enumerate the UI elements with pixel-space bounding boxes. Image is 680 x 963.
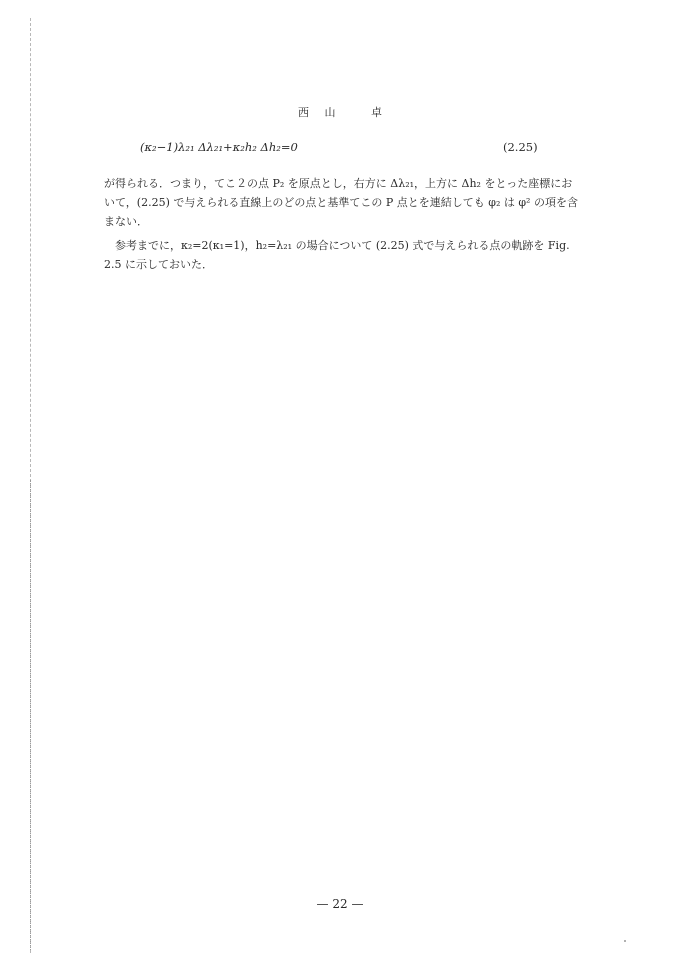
paragraph-1: が得られる．つまり，てこ２の点 P₂ を原点とし，右方に Δλ₂₁，上方に Δh₂ をとった座標において，(2.25) で与えられる直線上のどの点と基準てこの P 点とを連結しても φ₂ は φ² の項を含まない． — [104, 177, 578, 228]
scan-speck — [624, 940, 626, 942]
paragraph-2: 参考までに，κ₂=2(κ₁=1)，h₂=λ₂₁ の場合について (2.25) 式で与えられる点の軌跡を Fig. 2.5 に示しておいた． — [104, 239, 570, 271]
author-family-name: 西 山 — [298, 106, 342, 119]
equation-number: (2.25) — [503, 140, 538, 154]
author-given-name: 卓 — [371, 106, 382, 119]
page-header — [0, 104, 680, 120]
equation-2-25: (κ₂−1)λ₂₁ Δλ₂₁+κ₂h₂ Δh₂=0 — [140, 140, 298, 154]
binding-margin-line-lower — [30, 480, 31, 950]
page-number: — 22 — — [316, 897, 364, 911]
